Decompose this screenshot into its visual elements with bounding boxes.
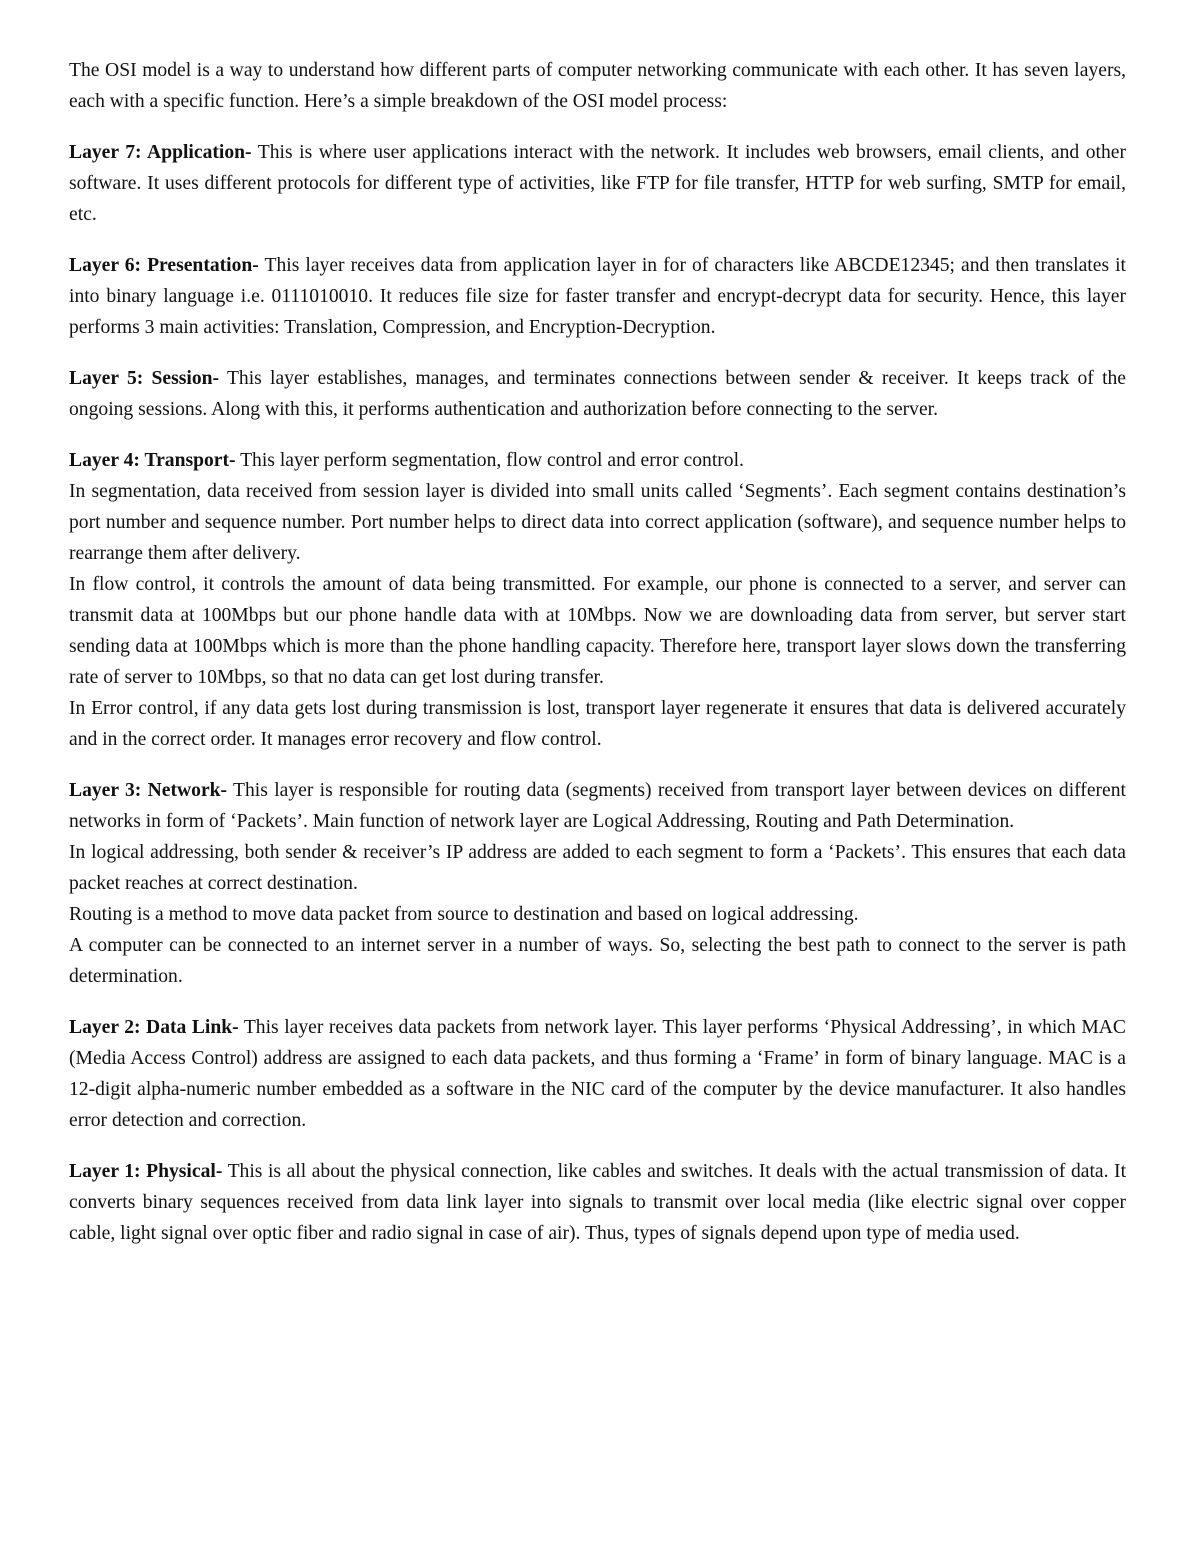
document-page: [69, 55, 1126, 1249]
layer-6-heading: Layer 6: Presentation-: [69, 255, 259, 276]
layer-4-section: [69, 445, 1126, 755]
layer-3-heading: Layer 3: Network-: [69, 780, 228, 801]
layer-1-text: This is all about the physical connection, like cables and switches. It deals with the actual transmission of data. It converts binary sequences received from data link layer into signals to transmit over local media (like electric signal over copper cable, light signal over optic fiber and radio signal in case of air). Thus, types of signals depend upon type of media used.: [69, 1161, 1127, 1244]
layer-3-routing: Routing is a method to move data packet from source to destination and based on logical addressing.: [69, 904, 859, 925]
layer-2-section: [69, 1012, 1126, 1136]
layer-3-intro: [69, 775, 1126, 837]
layer-5-text: This layer establishes, manages, and terminates connections between sender & receiver. It keeps track of the ongoing sessions. Along with this, it performs authentication and authorization before connecting to the server.: [69, 368, 1127, 420]
layer-3-section: [69, 775, 1126, 992]
layer-5-heading: Layer 5: Session-: [69, 368, 220, 389]
layer-3-path-determination: A computer can be connected to an internet server in a number of ways. So, selecting the best path to connect to the server is path determination.: [69, 935, 1126, 987]
layer-1-heading: Layer 1: Physical-: [69, 1161, 223, 1182]
layer-4-error-control: In Error control, if any data gets lost during transmission is lost, transport layer regenerate it ensures that data is delivered accurately and in the correct order. It manages error recovery and flow control.: [69, 698, 1126, 750]
layer-4-text: This layer perform segmentation, flow control and error control.: [240, 450, 744, 471]
layer-7-text: This is where user applications interact with the network. It includes web browsers, email clients, and other software. It uses different protocols for different type of activities, like FTP for file transfer, HTTP for web surfing, SMTP for email, etc.: [69, 142, 1126, 225]
layer-6-text: This layer receives data from application layer in for of characters like ABCDE12345; and then translates it into binary language i.e. 0111010010. It reduces file size for faster transfer and encrypt-decrypt data for security. Hence, this layer performs 3 main activities: Translation, Compression, and Encryption-Decryption.: [69, 255, 1126, 338]
layer-2-heading: Layer 2: Data Link-: [69, 1017, 239, 1038]
layer-1-section: [69, 1156, 1126, 1249]
layer-5-section: [69, 363, 1126, 425]
layer-3-logical-addressing: In logical addressing, both sender & receiver’s IP address are added to each segment to form a ‘Packets’. This ensures that each data packet reaches at correct destination.: [69, 842, 1126, 894]
layer-7-heading: Layer 7: Application-: [69, 142, 252, 163]
layer-6-section: [69, 250, 1126, 343]
layer-4-flow-control: In flow control, it controls the amount of data being transmitted. For example, our phone is connected to a server, and server can transmit data at 100Mbps but our phone handle data with at 10Mbps. Now we are downloading data from server, but server start sending data at 100Mbps which is more than the phone handling capacity. Therefore here, transport layer slows down the transferring rate of server to 10Mbps, so that no data can get lost during transfer.: [69, 574, 1126, 688]
layer-4-intro: [69, 445, 1126, 476]
layer-3-text: This layer is responsible for routing data (segments) received from transport layer between devices on different networks in form of ‘Packets’. Main function of network layer are Logical Addressing, Routing and Path Determination.: [69, 780, 1126, 832]
layer-4-heading: Layer 4: Transport-: [69, 450, 236, 471]
layer-4-segmentation: In segmentation, data received from session layer is divided into small units called ‘Segments’. Each segment contains destination’s port number and sequence number. Port number helps to direct data into correct application (software), and sequence number helps to rearrange them after delivery.: [69, 481, 1126, 564]
layer-7-section: [69, 137, 1126, 230]
intro-paragraph: The OSI model is a way to understand how different parts of computer networking communicate with each other. It has seven layers, each with a specific function. Here’s a simple breakdown of the OSI model process:: [69, 60, 1126, 112]
layer-2-text: This layer receives data packets from network layer. This layer performs ‘Physical Addressing’, in which MAC (Media Access Control) address are assigned to each data packets, and thus forming a ‘Frame’ in form of binary language. MAC is a 12-digit alpha-numeric number embedded as a software in the NIC card of the computer by the device manufacturer. It also handles error detection and correction.: [69, 1017, 1127, 1131]
